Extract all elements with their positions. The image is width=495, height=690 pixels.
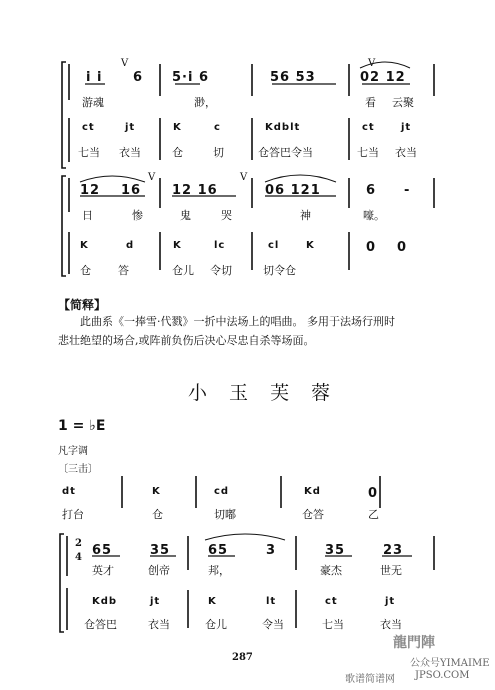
note-group: 12 16	[172, 183, 218, 198]
percussion-text: 打台	[62, 508, 84, 521]
note-group: 23	[383, 543, 404, 558]
lyric: 邦，	[208, 564, 230, 577]
note-group: 6	[366, 183, 377, 198]
breath-mark: V	[240, 172, 248, 183]
percussion-syllable: K	[152, 486, 161, 497]
piece-title: 小 玉 芙 蓉	[188, 382, 339, 404]
percussion-text: 衣当	[395, 146, 417, 159]
lyric: 日	[82, 209, 93, 222]
percussion-text: 令切	[210, 264, 232, 277]
percussion-syllable: K	[173, 122, 182, 133]
percussion-syllable: jt	[401, 122, 412, 133]
percussion-text: 衣当	[380, 618, 402, 631]
note-group: 35	[325, 543, 346, 558]
percussion-syllable: dt	[62, 486, 76, 497]
percussion-syllable: jt	[385, 596, 396, 607]
percussion-syllable: Kdb	[92, 596, 118, 607]
lyric: 嚎。	[363, 209, 385, 222]
percussion-syllable: ct	[82, 122, 95, 133]
percussion-text: 乙	[368, 508, 379, 521]
note-group: 06 121	[265, 183, 321, 198]
annotation-line: 此曲系《一捧雪·代戮》一折中法场上的唱曲。 多用于法场行刑时	[80, 315, 395, 328]
note-group: 6	[133, 70, 144, 85]
percussion-syllable: jt	[125, 122, 136, 133]
percussion-text: 答	[118, 264, 129, 277]
breath-mark: V	[121, 58, 129, 69]
note-group: 65	[92, 543, 113, 558]
page-number: 287	[232, 652, 253, 663]
lyric: 云聚	[392, 96, 414, 109]
percussion-syllable: jt	[150, 596, 161, 607]
percussion-text: 仓答	[302, 508, 324, 521]
percussion-syllable: K	[80, 240, 89, 251]
percussion-text: 衣当	[148, 618, 170, 631]
lyric: 鬼	[180, 209, 191, 222]
lyric: 看	[365, 96, 376, 109]
note-group: 12	[80, 183, 101, 198]
percussion-syllable: Kdblt	[265, 122, 301, 133]
note-group: 3	[266, 543, 277, 558]
annotation-line: 悲壮绝望的场合,或阵前负伤后决心尽忠自杀等场面。	[58, 334, 315, 347]
percussion-text: 切嘟	[214, 508, 236, 521]
percussion-text: 仓儿	[205, 618, 227, 631]
lyric: 世无	[380, 564, 402, 577]
breath-mark: V	[368, 58, 376, 69]
lyric: 惨	[132, 209, 143, 222]
percussion-text: 仓答巴	[84, 618, 117, 631]
lyric: 神	[300, 209, 311, 222]
time-signature-bottom: 4	[75, 552, 82, 563]
key-signature: 1 = ♭E	[58, 418, 106, 434]
percussion-text: 衣当	[119, 146, 141, 159]
mode-label: 凡字调	[58, 446, 88, 457]
lyric: 游魂	[82, 96, 104, 109]
lyric: 豪杰	[320, 564, 342, 577]
percussion-text: 仓答巴令当	[258, 146, 313, 159]
percussion-syllable: K	[208, 596, 217, 607]
note-group: 02 12	[360, 70, 406, 85]
percussion-syllable: d	[126, 240, 135, 251]
percussion-syllable: cl	[268, 240, 280, 251]
watermark-brand: 龍門陣	[393, 635, 435, 651]
percussion-syllable: lt	[266, 596, 277, 607]
time-signature-top: 2	[75, 538, 82, 549]
annotation-heading: 【简释】	[58, 298, 107, 312]
note-group: 65	[208, 543, 229, 558]
percussion-syllable: lc	[214, 240, 226, 251]
watermark-url: JPSO.COM	[415, 670, 470, 681]
percussion-rest: 0	[368, 486, 379, 501]
watermark-text: 公众号YIMAIME	[410, 658, 490, 669]
intro-label: 〔三击〕	[58, 464, 98, 475]
percussion-rest: 0	[366, 240, 377, 255]
lyric: 哭	[221, 209, 232, 222]
lyric: 渺，	[194, 96, 216, 109]
percussion-text: 七当	[78, 146, 100, 159]
percussion-text: 仓儿	[172, 264, 194, 277]
percussion-text: 令当	[262, 618, 284, 631]
percussion-text: 切令仓	[263, 264, 296, 277]
lyric: 英才	[92, 564, 114, 577]
percussion-text: 七当	[322, 618, 344, 631]
note-group: 56 53	[270, 70, 316, 85]
percussion-syllable: K	[306, 240, 315, 251]
percussion-text: 仓	[152, 508, 163, 521]
lyric: 创帝	[148, 564, 170, 577]
note-group: 5·i 6	[172, 70, 210, 85]
percussion-syllable: Kd	[304, 486, 321, 497]
percussion-text: 切	[213, 146, 224, 159]
note-group: 35	[150, 543, 171, 558]
percussion-syllable: ct	[362, 122, 375, 133]
percussion-syllable: cd	[214, 486, 230, 497]
percussion-text: 仓	[80, 264, 91, 277]
percussion-syllable: ct	[325, 596, 338, 607]
percussion-rest: 0	[397, 240, 408, 255]
watermark-site: 歌谱简谱网	[345, 674, 395, 685]
note-group: i i	[86, 70, 103, 85]
percussion-text: 七当	[357, 146, 379, 159]
note-group: -	[404, 183, 411, 198]
percussion-text: 仓	[172, 146, 183, 159]
note-group: 16	[121, 183, 142, 198]
percussion-syllable: K	[173, 240, 182, 251]
breath-mark: V	[148, 172, 156, 183]
percussion-syllable: c	[214, 122, 221, 133]
